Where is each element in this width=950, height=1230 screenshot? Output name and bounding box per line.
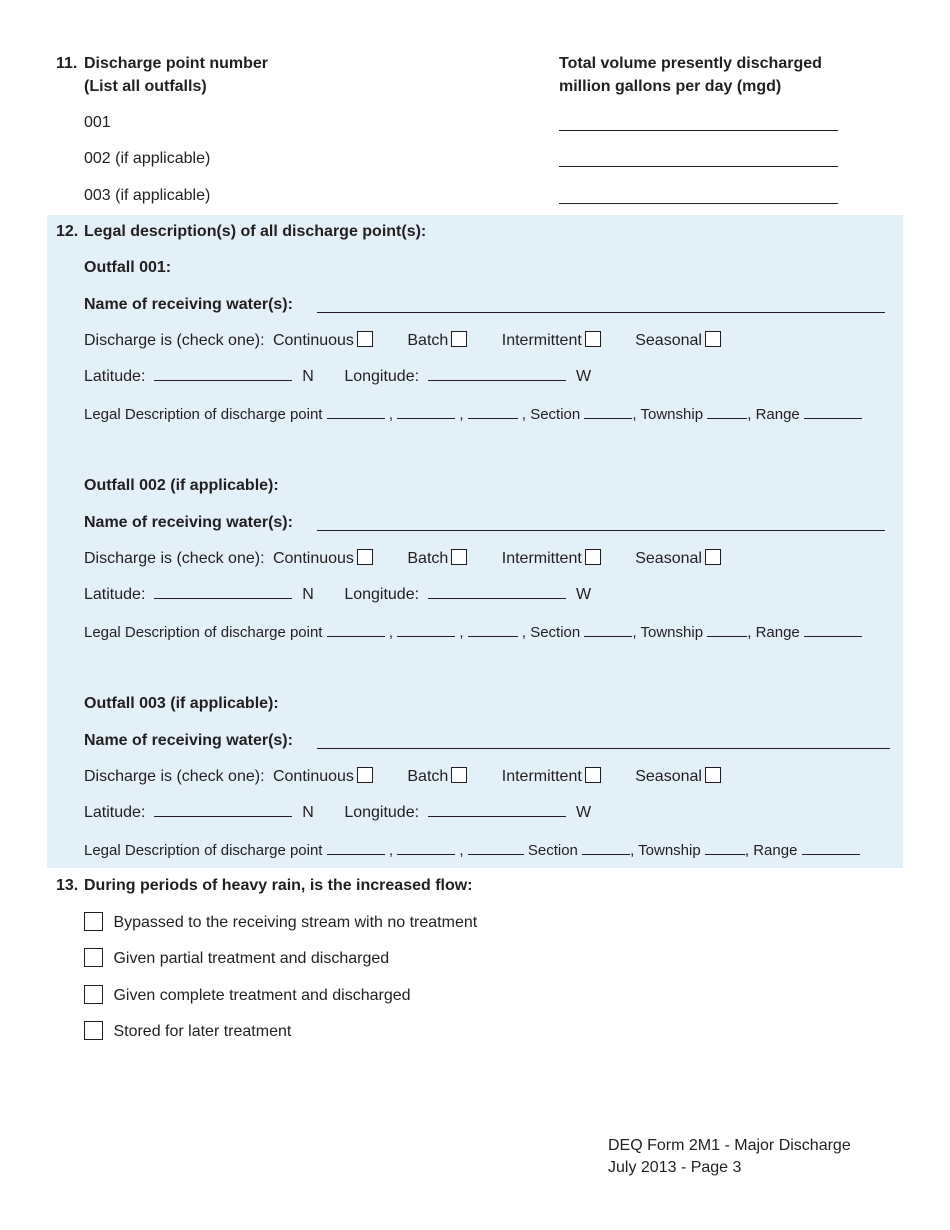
longitude-label: Longitude: [344,586,420,603]
batch-label: Batch [407,332,449,349]
township-label: Township [638,842,701,859]
legal-description-row: Legal Description of discharge point , , , Section , Township , Range [84,623,862,642]
q11-volume-field[interactable] [559,130,838,131]
q13-number: 13. [56,877,79,894]
discharge-type-row [84,331,721,350]
section-field[interactable] [582,841,630,855]
intermittent-label: Intermittent [501,768,582,785]
q11-row-label: 003 (if applicable) [84,187,211,204]
continuous-label: Continuous [272,550,354,567]
q13-option[interactable] [84,948,389,968]
q13-option-label: Given partial treatment and discharged [113,950,390,967]
q11-row-label: 002 (if applicable) [84,150,211,167]
q13-option[interactable] [84,912,477,932]
west-label: W [575,804,592,821]
longitude-field[interactable] [428,585,566,599]
footer-form-name: DEQ Form 2M1 - Major Discharge [608,1137,851,1154]
longitude-label: Longitude: [344,804,420,821]
q13-option-label: Given complete treatment and discharged [113,987,411,1004]
longitude-field[interactable] [428,367,566,381]
latitude-label: Latitude: [84,368,146,385]
township-label: Township [640,624,704,641]
legal-description-row: Legal Description of discharge point , , , Section , Township , Range [84,405,862,424]
discharge-is-label: Discharge is (check one): [84,550,265,567]
q11-col2-subtitle: million gallons per day (mgd) [559,78,782,95]
coordinates-row [84,367,591,386]
township-field[interactable] [707,405,747,419]
coordinates-row [84,803,591,822]
q13-option-checkbox[interactable] [84,912,103,931]
outfall-001-title: Outfall 001: [84,259,172,276]
q11-volume-field[interactable] [559,203,838,204]
receiving-water-label: Name of receiving water(s): [84,296,293,313]
intermittent-label: Intermittent [501,550,582,567]
continuous-checkbox[interactable] [357,767,373,783]
q12-heading [56,222,426,241]
legal-desc-field[interactable] [397,405,455,419]
legal-description-row: Legal Description of discharge point , , Section , Township , Range [84,841,860,860]
legal-desc-field[interactable] [468,841,524,855]
section-label: Section [530,406,581,423]
q11-number: 11. [56,55,78,72]
q11-col1-title: Discharge point number [84,55,269,72]
township-field[interactable] [707,623,747,637]
q11-col1-subtitle: (List all outfalls) [84,78,207,95]
legal-desc-field[interactable] [327,841,385,855]
latitude-field[interactable] [154,803,292,817]
legal-desc-label: Legal Description of discharge point [84,842,323,859]
section-field[interactable] [584,623,632,637]
intermittent-label: Intermittent [501,332,582,349]
continuous-checkbox[interactable] [357,331,373,347]
seasonal-checkbox[interactable] [705,549,721,565]
range-label: Range [755,624,800,641]
legal-desc-field[interactable] [327,623,385,637]
range-field[interactable] [804,405,862,419]
q13-option[interactable] [84,985,411,1005]
latitude-label: Latitude: [84,586,146,603]
receiving-water-field[interactable] [317,748,890,749]
range-label: Range [755,406,800,423]
seasonal-checkbox[interactable] [705,767,721,783]
coordinates-row [84,585,591,604]
receiving-water-label: Name of receiving water(s): [84,732,293,749]
discharge-is-label: Discharge is (check one): [84,332,265,349]
footer-date-page: July 2013 - Page 3 [608,1159,742,1176]
q13-title: During periods of heavy rain, is the increased flow: [84,877,473,894]
latitude-field[interactable] [154,585,292,599]
outfall-003-title: Outfall 003 (if applicable): [84,695,279,712]
longitude-field[interactable] [428,803,566,817]
batch-label: Batch [407,768,449,785]
q13-heading [56,876,473,895]
q13-option[interactable] [84,1021,291,1041]
range-label: Range [753,842,798,859]
q12-number: 12. [56,223,79,240]
section-label: Section [527,842,578,859]
north-label: N [302,368,314,385]
legal-desc-field[interactable] [397,841,455,855]
legal-desc-field[interactable] [468,405,518,419]
seasonal-checkbox[interactable] [705,331,721,347]
west-label: W [575,368,592,385]
intermittent-checkbox[interactable] [585,331,601,347]
q13-option-label: Bypassed to the receiving stream with no treatment [113,914,478,931]
receiving-water-label: Name of receiving water(s): [84,514,293,531]
q11-col2-title: Total volume presently discharged [559,55,822,72]
batch-checkbox[interactable] [451,331,467,347]
legal-desc-field[interactable] [327,405,385,419]
township-field[interactable] [705,841,745,855]
latitude-label: Latitude: [84,804,146,821]
range-field[interactable] [802,841,860,855]
section-field[interactable] [584,405,632,419]
latitude-field[interactable] [154,367,292,381]
receiving-water-field[interactable] [317,312,885,313]
section-label: Section [530,624,581,641]
q13-option-checkbox[interactable] [84,985,103,1004]
intermittent-checkbox[interactable] [585,549,601,565]
receiving-water-field[interactable] [317,530,885,531]
q12-title: Legal description(s) of all discharge point(s): [84,223,427,240]
continuous-checkbox[interactable] [357,549,373,565]
q13-option-checkbox[interactable] [84,948,103,967]
discharge-type-row [84,767,721,786]
discharge-is-label: Discharge is (check one): [84,768,265,785]
seasonal-label: Seasonal [635,332,702,349]
q13-option-checkbox[interactable] [84,1021,103,1040]
township-label: Township [640,406,704,423]
range-field[interactable] [804,623,862,637]
discharge-type-row [84,549,721,568]
continuous-label: Continuous [272,768,354,785]
q11-heading [56,54,268,73]
seasonal-label: Seasonal [635,768,702,785]
q11-volume-field[interactable] [559,166,838,167]
legal-desc-label: Legal Description of discharge point [84,406,323,423]
batch-label: Batch [407,550,449,567]
continuous-label: Continuous [272,332,354,349]
legal-desc-label: Legal Description of discharge point [84,624,323,641]
legal-desc-field[interactable] [468,623,518,637]
outfall-002-title: Outfall 002 (if applicable): [84,477,279,494]
seasonal-label: Seasonal [635,550,702,567]
longitude-label: Longitude: [344,368,420,385]
north-label: N [302,804,314,821]
north-label: N [302,586,314,603]
q13-option-label: Stored for later treatment [113,1023,292,1040]
q11-row-label: 001 [84,114,111,131]
batch-checkbox[interactable] [451,549,467,565]
legal-desc-field[interactable] [397,623,455,637]
west-label: W [575,586,592,603]
batch-checkbox[interactable] [451,767,467,783]
intermittent-checkbox[interactable] [585,767,601,783]
